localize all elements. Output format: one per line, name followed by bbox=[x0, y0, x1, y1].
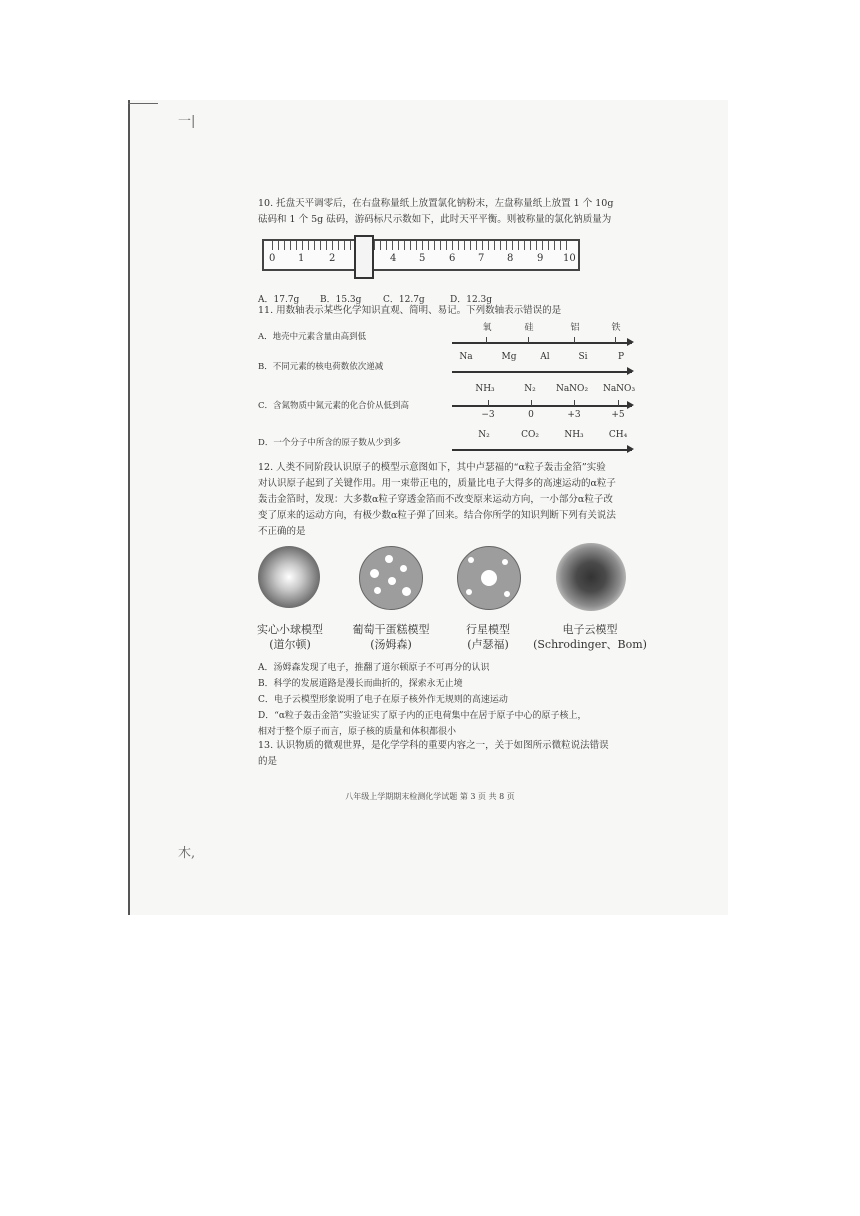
axis-tick bbox=[528, 337, 529, 343]
ruler-number: 8 bbox=[507, 253, 514, 264]
electron-cloud-model bbox=[556, 543, 626, 611]
q12-option-d: D．“α粒子轰击金箔”实验证实了原子内的正电荷集中在居于原子中心的原子核上， bbox=[258, 711, 587, 721]
ruler-number: 0 bbox=[269, 253, 276, 264]
model-caption-electron-cloud bbox=[533, 622, 647, 652]
q10-line-1: 10. 托盘天平调零后，在右盘称量纸上放置氯化钠粉末，左盘称量纸上放置 1 个 10g bbox=[258, 198, 614, 209]
axis-tick bbox=[486, 337, 487, 343]
axis-tick bbox=[574, 400, 575, 406]
ruler-number: 1 bbox=[298, 253, 305, 264]
q12-option-c: C．电子云模型形象说明了电子在原子核外作无规则的高速运动 bbox=[258, 695, 508, 705]
model-author: (道尔顿) bbox=[269, 638, 311, 651]
electron bbox=[468, 557, 474, 563]
thomson-plum-pudding-model bbox=[359, 546, 423, 610]
q10-option-c: C．12.7g bbox=[383, 295, 425, 305]
electron bbox=[402, 587, 411, 596]
axis-label: 氧 bbox=[482, 323, 492, 333]
q13-line-1: 13. 认识物质的微观世界，是化学学科的重要内容之一，关于如图所示微粒说法错误 bbox=[258, 740, 609, 751]
q12-option-d-continued: 相对于整个原子而言，原子核的质量和体积都很小 bbox=[258, 727, 457, 737]
model-name: 电子云模型 bbox=[562, 623, 618, 636]
margin-mark-bottom: 木, bbox=[178, 846, 196, 861]
electron bbox=[388, 577, 396, 585]
q12-line-3: 轰击金箔时，发现：大多数α粒子穿透金箔而不改变原来运动方向，一小部分α粒子改 bbox=[258, 494, 613, 505]
model-author: (卢瑟福) bbox=[467, 638, 509, 651]
ruler-number: 10 bbox=[563, 253, 576, 264]
axis-label: Na bbox=[459, 352, 473, 362]
model-caption-dalton bbox=[257, 622, 323, 652]
axis-label: NaNO₃ bbox=[602, 384, 636, 394]
ruler-number: 5 bbox=[419, 253, 426, 264]
dalton-solid-sphere-model bbox=[258, 546, 320, 608]
axis-tick bbox=[531, 400, 532, 406]
model-caption-rutherford bbox=[466, 622, 510, 652]
q12-line-2: 对认识原子起到了关键作用。用一束带正电的，质量比电子大得多的高速运动的α粒子 bbox=[258, 478, 616, 489]
model-name: 实心小球模型 bbox=[257, 623, 323, 636]
axis-b bbox=[452, 371, 632, 373]
q11-stem: 11. 用数轴表示某些化学知识直观、简明、易记。下列数轴表示错误的是 bbox=[258, 305, 562, 316]
q10-option-a: A．17.7g bbox=[258, 295, 300, 305]
q11-option-d: D．一个分子中所含的原子数从少到多 bbox=[258, 438, 401, 448]
axis-a bbox=[452, 342, 632, 344]
electron bbox=[370, 569, 379, 578]
electron bbox=[502, 559, 508, 565]
ruler-number: 9 bbox=[537, 253, 544, 264]
q11-option-a: A．地壳中元素含量由高到低 bbox=[258, 332, 367, 342]
axis-label: NH₃ bbox=[564, 430, 584, 440]
axis-label: +5 bbox=[611, 410, 625, 420]
electron bbox=[400, 565, 407, 572]
axis-label: N₂ bbox=[524, 384, 536, 394]
q13-line-2: 的是 bbox=[258, 756, 278, 767]
axis-label: CH₄ bbox=[608, 430, 628, 440]
rutherford-planetary-model bbox=[457, 546, 521, 610]
rider-slider bbox=[354, 235, 374, 279]
q12-line-5: 不正确的是 bbox=[258, 526, 306, 537]
axis-label: Mg bbox=[501, 352, 517, 362]
axis-label: +3 bbox=[567, 410, 581, 420]
electron bbox=[504, 591, 510, 597]
electron bbox=[385, 555, 393, 563]
q11-option-b: B．不同元素的核电荷数依次递减 bbox=[258, 362, 384, 372]
axis-label: Si bbox=[578, 352, 588, 362]
model-name: 行星模型 bbox=[466, 623, 510, 636]
axis-label: CO₂ bbox=[521, 430, 539, 440]
q12-line-1: 12. 人类不同阶段认识原子的模型示意图如下，其中卢瑟福的“α粒子轰击金箔”实验 bbox=[258, 462, 606, 473]
axis-label: 铝 bbox=[570, 323, 580, 333]
q12-option-a: A．汤姆森发现了电子，推翻了道尔顿原子不可再分的认识 bbox=[258, 663, 490, 673]
electron bbox=[374, 587, 381, 594]
electron bbox=[466, 589, 472, 595]
q11-option-c: C．含氮物质中氮元素的化合价从低到高 bbox=[258, 401, 410, 411]
axis-label: 铁 bbox=[611, 323, 621, 333]
axis-label: NaNO₂ bbox=[555, 384, 589, 394]
axis-label: 0 bbox=[528, 410, 534, 420]
model-author: (汤姆森) bbox=[370, 638, 412, 651]
q12-line-4: 变了原来的运动方向，有极少数α粒子弹了回来。结合你所学的知识判断下列有关说法 bbox=[258, 510, 616, 521]
axis-d bbox=[452, 449, 632, 451]
axis-tick bbox=[574, 337, 575, 343]
axis-c bbox=[452, 405, 632, 407]
q10-option-b: B．15.3g bbox=[320, 295, 362, 305]
q10-line-2: 砝码和 1 个 5g 砝码，游码标尺示数如下，此时天平平衡。则被称量的氯化钠质量为 bbox=[258, 214, 612, 225]
model-author: (Schrodinger、Bom) bbox=[533, 638, 647, 651]
axis-label: 硅 bbox=[524, 323, 534, 333]
axis-tick bbox=[488, 400, 489, 406]
margin-mark-top: 一| bbox=[178, 114, 196, 129]
ruler-number: 4 bbox=[390, 253, 397, 264]
rider-scale-ruler bbox=[262, 239, 580, 271]
model-caption-thomson bbox=[353, 622, 430, 652]
nucleus bbox=[481, 570, 497, 586]
axis-label: Al bbox=[540, 352, 550, 362]
axis-label: P bbox=[617, 352, 625, 362]
q12-option-b: B．科学的发展道路是漫长而曲折的，探索永无止境 bbox=[258, 679, 463, 689]
model-name: 葡萄干蛋糕模型 bbox=[352, 623, 430, 636]
axis-tick bbox=[615, 337, 616, 343]
ruler-number: 7 bbox=[478, 253, 485, 264]
axis-tick bbox=[618, 400, 619, 406]
ruler-number: 6 bbox=[449, 253, 456, 264]
axis-label: −3 bbox=[481, 410, 495, 420]
ruler-ticks bbox=[272, 241, 570, 250]
ruler-number: 2 bbox=[329, 253, 336, 264]
q10-option-d: D．12.3g bbox=[450, 295, 493, 305]
axis-label: N₂ bbox=[478, 430, 490, 440]
page-edge-top bbox=[128, 103, 158, 104]
axis-label: NH₃ bbox=[475, 384, 495, 394]
page-footer: 八年级上学期期末检测化学试题 第 3 页 共 8 页 bbox=[345, 792, 515, 801]
